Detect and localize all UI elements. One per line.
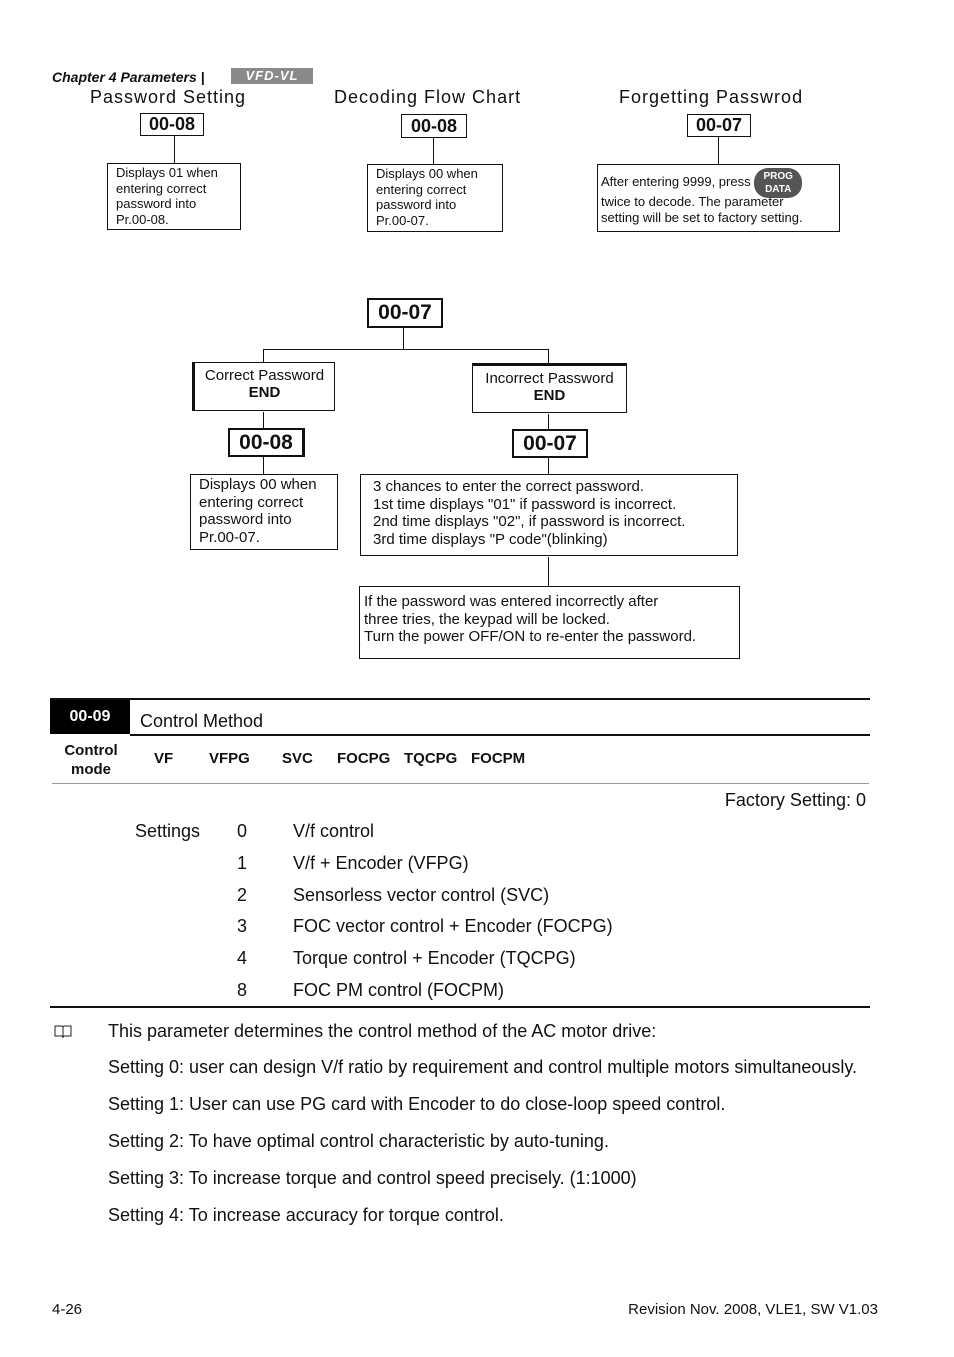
correct-password-box: Correct Password END — [192, 362, 335, 411]
connector-line — [718, 137, 719, 164]
setting-value: 1 — [237, 853, 248, 873]
product-logo: VFD-VL — [231, 68, 313, 84]
incorrect-result-box: 3 chances to enter the correct password. 1st time displays "01" if password is incorrect. 2nd time displays "02", if password is incorrect. 3rd time displays "P code"(blinking) — [360, 474, 738, 556]
connector-line — [548, 349, 549, 364]
table-bottom-rule — [50, 1006, 870, 1008]
mode-svc: SVC — [282, 750, 313, 767]
setting-desc: V/f + Encoder (VFPG) — [293, 853, 469, 873]
forgetting-password-title: Forgetting Passwrod — [619, 87, 804, 107]
setting-desc: FOC vector control + Encoder (FOCPG) — [293, 916, 613, 936]
connector-line — [174, 136, 175, 163]
settings-label: Settings — [135, 821, 201, 841]
setting-value: 4 — [237, 948, 248, 968]
note-line: Setting 2: To have optimal control characteristic by auto-tuning. — [108, 1131, 609, 1151]
forgetting-password-box: After entering 9999, press PROG DATA twice to decode. The parameter setting will be set to factory setting. — [597, 164, 840, 232]
connector-line — [548, 456, 549, 474]
note-line: Setting 0: user can design V/f ratio by requirement and control multiple motors simultaneously. — [108, 1057, 858, 1077]
revision-info: Revision Nov. 2008, VLE1, SW V1.03 — [628, 1301, 878, 1318]
chapter-title: Chapter 4 Parameters | — [52, 69, 205, 85]
param-code-00-08: 00-08 — [401, 114, 467, 138]
param-name: Control Method — [140, 711, 264, 731]
table-rule — [130, 734, 870, 736]
setting-desc: FOC PM control (FOCPM) — [293, 980, 505, 1000]
setting-desc: Torque control + Encoder (TQCPG) — [293, 948, 576, 968]
param-code-00-08: 00-08 — [140, 113, 204, 136]
setting-value: 3 — [237, 916, 248, 936]
note-line: Setting 3: To increase torque and control speed precisely. (1:1000) — [108, 1168, 637, 1188]
incorrect-password-box: Incorrect Password END — [472, 363, 627, 413]
setting-desc: V/f control — [293, 821, 375, 841]
mode-tqcpg: TQCPG — [404, 750, 458, 767]
factory-setting: Factory Setting: 0 — [724, 790, 866, 810]
mode-focpg: FOCPG — [337, 750, 391, 767]
control-mode-label: Control mode — [64, 742, 118, 778]
note-line: Setting 1: User can use PG card with Encoder to do close-loop speed control. — [108, 1094, 726, 1114]
keypad-lock-box: If the password was entered incorrectly after three tries, the keypad will be locked. Turn the power OFF/ON to re-enter the password. — [359, 586, 740, 659]
connector-line — [548, 557, 549, 586]
setting-desc: Sensorless vector control (SVC) — [293, 885, 550, 905]
decoding-flow-title: Decoding Flow Chart — [334, 87, 522, 107]
correct-result-box: Displays 00 when entering correct password into Pr.00-07. — [190, 474, 338, 550]
flow-incorrect-code: 00-07 — [512, 429, 588, 458]
connector-line — [263, 412, 264, 428]
connector-line — [403, 326, 404, 350]
book-icon — [54, 1024, 72, 1038]
connector-line — [263, 349, 264, 363]
note-line: This parameter determines the control method of the AC motor drive: — [108, 1021, 657, 1041]
mode-vfpg: VFPG — [209, 750, 250, 767]
flow-correct-code: 00-08 — [228, 428, 305, 457]
param-code-00-07: 00-07 — [687, 114, 751, 137]
param-code-tag: 00-09 — [50, 700, 130, 734]
setting-value: 2 — [237, 885, 248, 905]
decoding-box: Displays 00 when entering correct password into Pr.00-07. — [367, 164, 503, 232]
note-line: Setting 4: To increase accuracy for torque control. — [108, 1205, 504, 1225]
flow-root-code: 00-07 — [367, 298, 443, 328]
connector-line — [548, 414, 549, 429]
prog-data-key-icon: PROG DATA — [754, 168, 802, 198]
password-setting-box: Displays 01 when entering correct password into Pr.00-08. — [107, 163, 241, 230]
connector-line — [263, 455, 264, 475]
password-setting-title: Password Setting — [90, 87, 247, 107]
mode-focpm: FOCPM — [471, 750, 526, 767]
setting-value: 0 — [237, 821, 248, 841]
page-number: 4-26 — [52, 1301, 83, 1318]
setting-value: 8 — [237, 980, 248, 1000]
table-top-rule — [50, 698, 870, 700]
connector-line — [263, 349, 549, 350]
connector-line — [433, 138, 434, 164]
mode-vf: VF — [154, 750, 174, 767]
table-divider — [52, 783, 869, 784]
